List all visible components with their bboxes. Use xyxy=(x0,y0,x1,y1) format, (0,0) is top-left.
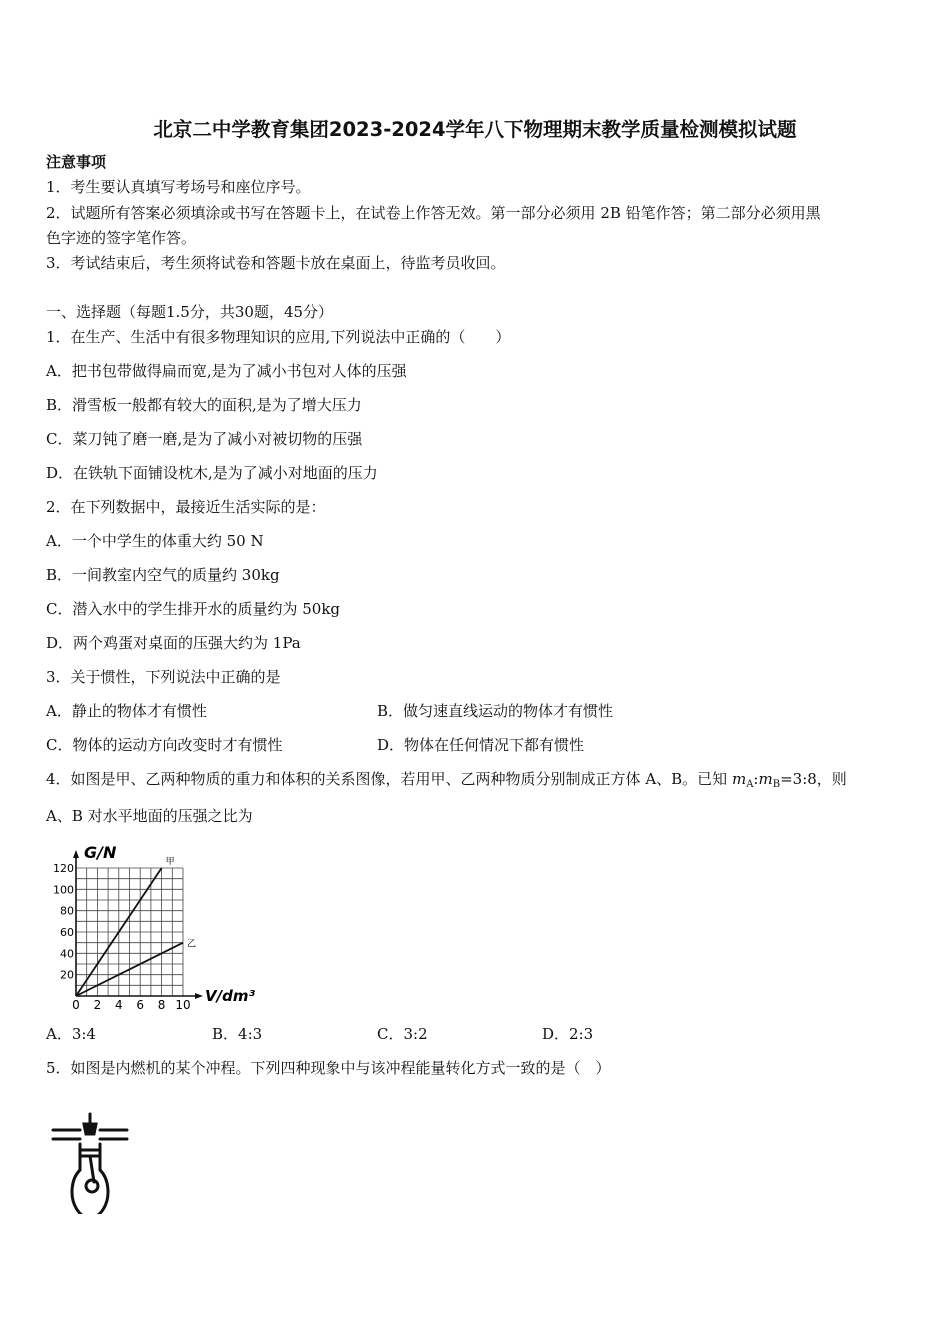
q3-stem: 3．关于惯性，下列说法中正确的是 xyxy=(46,668,281,686)
x-tick-label: 10 xyxy=(175,998,191,1010)
q5-stem: 5．如图是内燃机的某个冲程。下列四种现象中与该冲程能量转化方式一致的是（ ） xyxy=(46,1059,611,1077)
q2-option-d: D．两个鸡蛋对桌面的压强大约为 1Pa xyxy=(46,634,301,652)
section-heading: 一、选择题（每题1.5分，共30题，45分） xyxy=(46,303,334,321)
q1-option-a: A．把书包带做得扁而宽,是为了减小书包对人体的压强 xyxy=(46,362,407,380)
q3-option-d: D．物体在任何情况下都有惯性 xyxy=(377,736,585,754)
y-tick-label: 40 xyxy=(60,947,74,961)
q1-option-c: C．菜刀钝了磨一磨,是为了减小对被切物的压强 xyxy=(46,430,363,448)
chart-axes xyxy=(73,850,203,999)
y-axis-arrow xyxy=(73,850,79,858)
q4-option-d: D．2:3 xyxy=(542,1025,594,1043)
notice-heading: 注意事项 xyxy=(46,153,107,171)
notice-item: 3．考试结束后，考生须将试卷和答题卡放在桌面上，待监考员收回。 xyxy=(46,254,506,272)
q2-stem: 2．在下列数据中，最接近生活实际的是： xyxy=(46,498,326,516)
q2-option-c: C．潜入水中的学生排开水的质量约为 50kg xyxy=(46,600,341,618)
connecting-rod xyxy=(90,1156,94,1182)
x-tick-label: 4 xyxy=(114,998,123,1010)
x-axis-arrow xyxy=(195,993,203,999)
x-tick-label: 2 xyxy=(93,998,102,1010)
q4-stem xyxy=(46,769,847,795)
q3-option-c: C．物体的运动方向改变时才有惯性 xyxy=(46,736,283,754)
q2-option-a: A．一个中学生的体重大约 50 N xyxy=(46,532,264,550)
crankshaft xyxy=(86,1180,98,1192)
subscript-a: A xyxy=(746,779,754,790)
q2-option-b: B．一间教室内空气的质量约 30kg xyxy=(46,566,280,584)
engine-cylinder-figure xyxy=(50,1110,132,1214)
subscript-b: B xyxy=(772,779,781,790)
q4-option-a: A．3:4 xyxy=(46,1025,96,1043)
notice-item: 1．考生要认真填写考场号和座位序号。 xyxy=(46,178,311,196)
spark-plug-body xyxy=(84,1124,96,1134)
series-label: 乙 xyxy=(187,939,197,950)
notice-item: 2．试题所有答案必须填涂或书写在答题卡上，在试卷上作答无效。第一部分必须用 2B 铅笔作答；第二部分必须用黑 xyxy=(46,204,821,222)
chart-grid xyxy=(76,868,183,996)
q3-option-a: A．静止的物体才有惯性 xyxy=(46,702,207,720)
y-axis-label: G/N xyxy=(84,843,117,862)
ratio-colon: : xyxy=(753,770,759,788)
q4-option-c: C．3:2 xyxy=(377,1025,428,1043)
q1-stem: 1．在生产、生活中有很多物理知识的应用,下列说法中正确的（ ） xyxy=(46,328,511,346)
y-tick-label: 80 xyxy=(60,904,74,918)
gravity-volume-chart xyxy=(40,838,270,1010)
y-tick-label: 60 xyxy=(60,926,74,939)
q3-option-b: B．做匀速直线运动的物体才有惯性 xyxy=(377,702,614,720)
x-tick-label: 6 xyxy=(136,998,145,1010)
exam-title: 北京二中学教育集团2023-2024学年八下物理期末教学质量检测模拟试题 xyxy=(153,118,797,141)
notice-item: 色字迹的签字笔作答。 xyxy=(46,229,197,247)
y-tick-label: 120 xyxy=(53,862,74,875)
x-tick-label: 0 xyxy=(72,998,80,1010)
series-label: 甲 xyxy=(165,857,175,867)
mass-symbol: m xyxy=(758,770,773,788)
q4-stem-part2: =3:8，则 xyxy=(780,770,847,788)
q1-option-b: B．滑雪板一般都有较大的面积,是为了增大压力 xyxy=(46,396,362,414)
x-tick-label: 8 xyxy=(157,998,166,1010)
q4-stem-line2: A、B 对水平地面的压强之比为 xyxy=(46,807,253,825)
mass-symbol: m xyxy=(731,770,747,788)
q4-option-b: B．4:3 xyxy=(212,1025,263,1043)
q4-stem-part1: 4．如图是甲、乙两种物质的重力和体积的关系图像，若用甲、乙两种物质分别制成正方体 A、B。已知 xyxy=(46,770,732,788)
y-tick-label: 100 xyxy=(53,883,74,897)
q1-option-d: D．在铁轨下面铺设枕木,是为了减小对地面的压力 xyxy=(46,464,378,482)
y-tick-label: 20 xyxy=(60,968,74,982)
x-axis-label: V/dm³ xyxy=(205,987,256,1005)
